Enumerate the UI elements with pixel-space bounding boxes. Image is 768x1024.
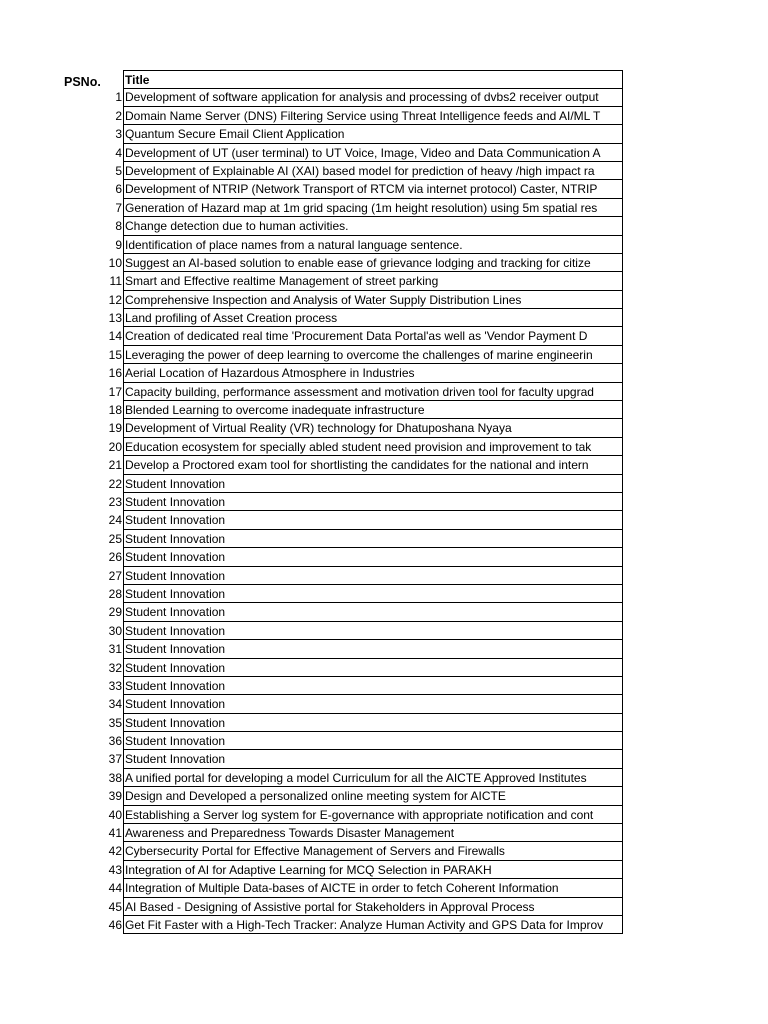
- row-number: 19: [108, 421, 122, 436]
- table-row: [100, 714, 622, 732]
- row-number: 4: [115, 145, 122, 160]
- table-row: [100, 787, 622, 805]
- row-title: Creation of dedicated real time 'Procurement Data Portal'as well as 'Vendor Payment D: [123, 327, 623, 345]
- row-title: Identification of place names from a natural language sentence.: [123, 236, 623, 254]
- row-number: 28: [108, 586, 122, 601]
- row-number: 8: [115, 219, 122, 234]
- table-row: [100, 309, 622, 327]
- table-row: [100, 88, 622, 106]
- row-number: 33: [108, 678, 122, 693]
- row-number: 38: [108, 770, 122, 785]
- table-row: [100, 750, 622, 768]
- table-row: [100, 475, 622, 493]
- row-number: 46: [108, 917, 122, 932]
- table-row: [100, 567, 622, 585]
- table-row: [100, 585, 622, 603]
- table-row: [100, 548, 622, 566]
- table-row: [100, 272, 622, 290]
- row-title: Student Innovation: [123, 493, 623, 511]
- row-title: Integration of Multiple Data-bases of AICTE in order to fetch Coherent Information: [123, 879, 623, 897]
- row-title: Awareness and Preparedness Towards Disaster Management: [123, 824, 623, 842]
- row-title: Student Innovation: [123, 659, 623, 677]
- row-number: 42: [108, 844, 122, 859]
- row-number: 5: [115, 163, 122, 178]
- table-row: [100, 898, 622, 916]
- row-number: 20: [108, 439, 122, 454]
- table-row: [100, 511, 622, 529]
- row-title: Student Innovation: [123, 530, 623, 548]
- row-number: 43: [108, 862, 122, 877]
- table-row: [100, 861, 622, 879]
- row-title: Development of UT (user terminal) to UT Voice, Image, Video and Data Communication A: [123, 144, 623, 162]
- table-row: [100, 677, 622, 695]
- table-row: [100, 622, 622, 640]
- row-number: 2: [115, 108, 122, 123]
- row-number: 17: [108, 384, 122, 399]
- row-number: 3: [115, 127, 122, 142]
- table-row: [100, 383, 622, 401]
- table-row: [100, 916, 622, 934]
- table-header-row: [100, 70, 622, 88]
- row-number: 31: [108, 642, 122, 657]
- row-number: 34: [108, 697, 122, 712]
- row-title: Cybersecurity Portal for Effective Management of Servers and Firewalls: [123, 842, 623, 860]
- row-number: 12: [108, 292, 122, 307]
- table-row: [100, 842, 622, 860]
- table-row: [100, 732, 622, 750]
- table-row: [100, 144, 622, 162]
- row-number: 36: [108, 734, 122, 749]
- row-title: Change detection due to human activities.: [123, 217, 623, 235]
- row-title: Student Innovation: [123, 640, 623, 658]
- row-title: Land profiling of Asset Creation process: [123, 309, 623, 327]
- row-number: 45: [108, 899, 122, 914]
- row-number: 7: [115, 200, 122, 215]
- row-title: Student Innovation: [123, 475, 623, 493]
- row-number: 14: [108, 329, 122, 344]
- table-row: [100, 438, 622, 456]
- table-row: [100, 236, 622, 254]
- row-number: 24: [108, 513, 122, 528]
- row-title: Development of Virtual Reality (VR) technology for Dhatuposhana Nyaya: [123, 419, 623, 437]
- psno-column-header: PSNo.: [64, 75, 101, 89]
- title-column-header: Title: [123, 70, 623, 89]
- row-title: Smart and Effective realtime Management of street parking: [123, 272, 623, 290]
- row-title: Student Innovation: [123, 585, 623, 603]
- table-row: [100, 419, 622, 437]
- table-row: [100, 401, 622, 419]
- table-row: [100, 640, 622, 658]
- table-row: [100, 695, 622, 713]
- table-row: [100, 603, 622, 621]
- row-number: 10: [108, 255, 122, 270]
- row-title: Comprehensive Inspection and Analysis of Water Supply Distribution Lines: [123, 291, 623, 309]
- row-title: Development of Explainable AI (XAI) based model for prediction of heavy /high impact ra: [123, 162, 623, 180]
- table-row: [100, 199, 622, 217]
- row-title: Student Innovation: [123, 603, 623, 621]
- table-row: [100, 824, 622, 842]
- row-title: Design and Developed a personalized online meeting system for AICTE: [123, 787, 623, 805]
- row-title: Establishing a Server log system for E-governance with appropriate notification and cont: [123, 806, 623, 824]
- row-title: Student Innovation: [123, 695, 623, 713]
- row-title: Blended Learning to overcome inadequate infrastructure: [123, 401, 623, 419]
- table-row: [100, 769, 622, 787]
- row-number: 30: [108, 623, 122, 638]
- row-title: Leveraging the power of deep learning to overcome the challenges of marine engineerin: [123, 346, 623, 364]
- row-title: Quantum Secure Email Client Application: [123, 125, 623, 143]
- row-title: Student Innovation: [123, 714, 623, 732]
- row-number: 26: [108, 550, 122, 565]
- table-row: [100, 162, 622, 180]
- table-row: [100, 806, 622, 824]
- row-number: 1: [115, 90, 122, 105]
- row-number: 6: [115, 182, 122, 197]
- row-title: Domain Name Server (DNS) Filtering Service using Threat Intelligence feeds and AI/ML T: [123, 107, 623, 125]
- row-title: AI Based - Designing of Assistive portal for Stakeholders in Approval Process: [123, 898, 623, 916]
- row-number: 35: [108, 715, 122, 730]
- row-number: 18: [108, 403, 122, 418]
- row-number: 22: [108, 476, 122, 491]
- row-title: Student Innovation: [123, 548, 623, 566]
- row-number: 32: [108, 660, 122, 675]
- row-number: 21: [108, 458, 122, 473]
- row-title: Capacity building, performance assessment and motivation driven tool for faculty upgrad: [123, 383, 623, 401]
- row-title: Integration of AI for Adaptive Learning for MCQ Selection in PARAKH: [123, 861, 623, 879]
- row-number: 39: [108, 789, 122, 804]
- row-number: 9: [115, 237, 122, 252]
- row-title: Student Innovation: [123, 567, 623, 585]
- table-row: [100, 659, 622, 677]
- table-row: [100, 254, 622, 272]
- row-number: 44: [108, 881, 122, 896]
- row-title: A unified portal for developing a model Curriculum for all the AICTE Approved Institutes: [123, 769, 623, 787]
- row-title: Student Innovation: [123, 511, 623, 529]
- table-row: [100, 364, 622, 382]
- row-number: 29: [108, 605, 122, 620]
- table-row: [100, 327, 622, 345]
- row-title: Aerial Location of Hazardous Atmosphere in Industries: [123, 364, 623, 382]
- table-row: [100, 107, 622, 125]
- table-row: [100, 291, 622, 309]
- row-title: Develop a Proctored exam tool for shortlisting the candidates for the national and intern: [123, 456, 623, 474]
- row-title: Development of software application for analysis and processing of dvbs2 receiver output: [123, 88, 623, 106]
- row-number: 11: [109, 274, 122, 289]
- table-row: [100, 493, 622, 511]
- row-title: Get Fit Faster with a High-Tech Tracker: Analyze Human Activity and GPS Data for Improv: [123, 916, 623, 934]
- row-number: 15: [108, 347, 122, 362]
- row-title: Development of NTRIP (Network Transport of RTCM via internet protocol) Caster, NTRIP: [123, 180, 623, 198]
- table-row: [100, 530, 622, 548]
- row-title: Student Innovation: [123, 732, 623, 750]
- row-title: Suggest an AI-based solution to enable ease of grievance lodging and tracking for citize: [123, 254, 623, 272]
- table-row: [100, 180, 622, 198]
- row-number: 16: [108, 366, 122, 381]
- row-title: Student Innovation: [123, 750, 623, 768]
- row-number: 27: [108, 568, 122, 583]
- row-title: Education ecosystem for specially abled student need provision and improvement to tak: [123, 438, 623, 456]
- table-row: [100, 217, 622, 235]
- table-row: [100, 125, 622, 143]
- table-row: [100, 346, 622, 364]
- row-number: 41: [108, 826, 122, 841]
- table-row: [100, 879, 622, 897]
- row-number: 40: [108, 807, 122, 822]
- row-title: Student Innovation: [123, 622, 623, 640]
- table-row: [100, 456, 622, 474]
- row-number: 25: [108, 531, 122, 546]
- row-number: 23: [108, 494, 122, 509]
- problem-statement-table: [100, 70, 622, 934]
- row-number: 37: [108, 752, 122, 767]
- row-number: 13: [108, 311, 122, 326]
- row-title: Student Innovation: [123, 677, 623, 695]
- row-title: Generation of Hazard map at 1m grid spacing (1m height resolution) using 5m spatial res: [123, 199, 623, 217]
